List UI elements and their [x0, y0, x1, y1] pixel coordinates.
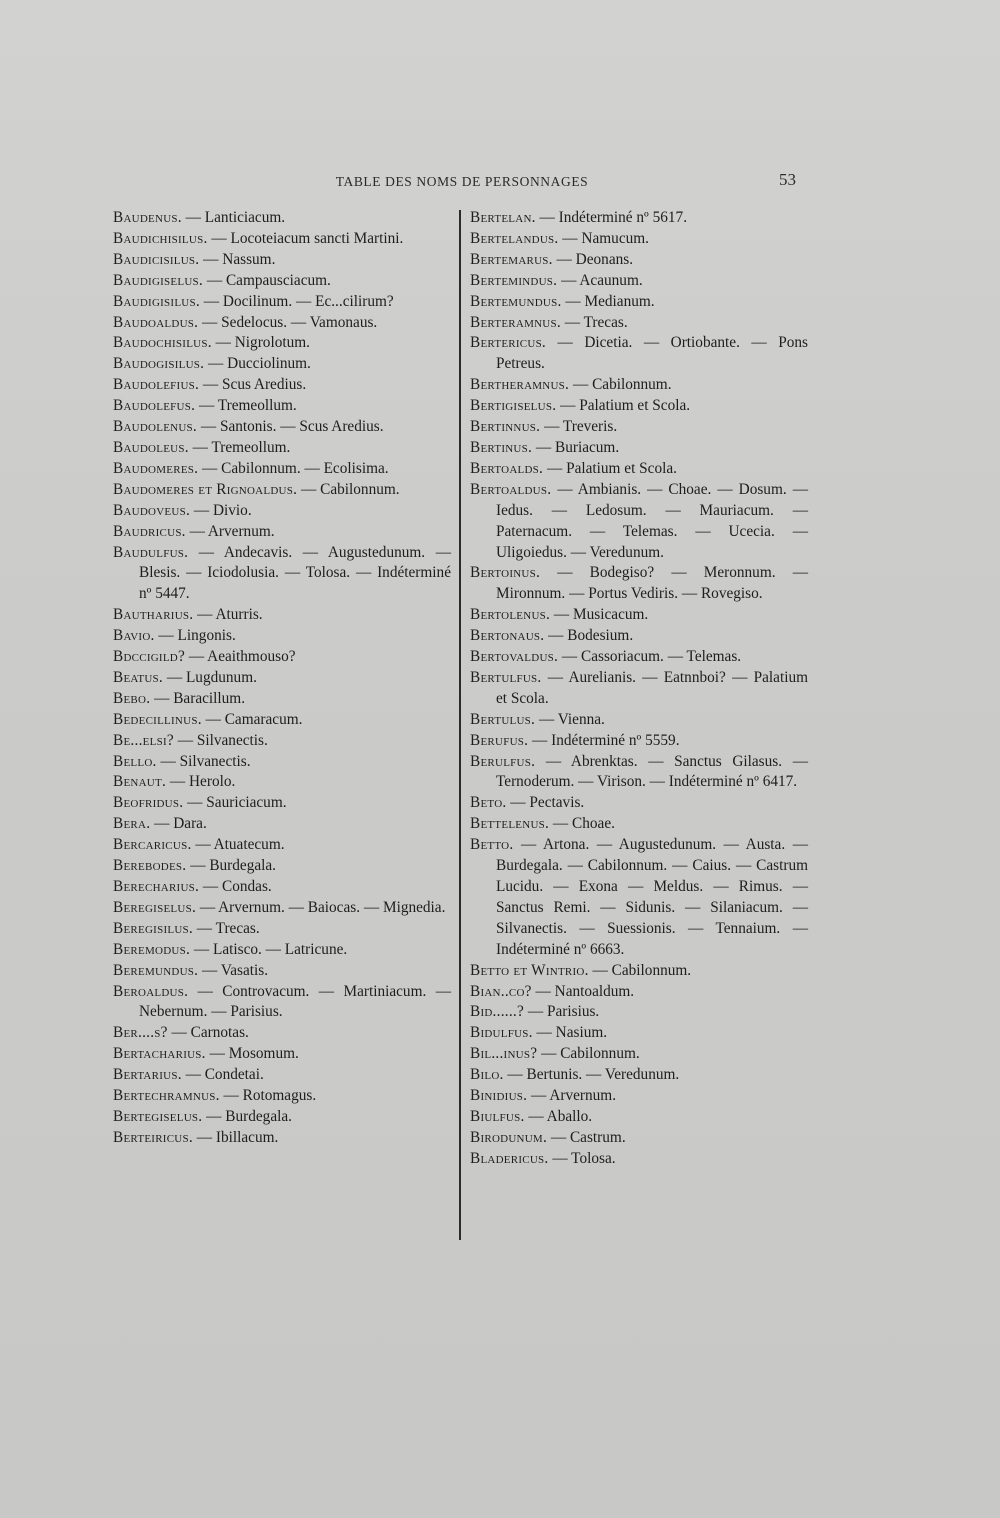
place-list: — Controvacum. — Martiniacum. — Nebernum. — Parisius.: [139, 982, 451, 1021]
index-entry: [470, 417, 808, 438]
place-list: — Aeaithmouso?: [185, 648, 296, 666]
person-name: Berteramnus.: [470, 313, 561, 331]
index-entry: [470, 710, 808, 731]
place-list: — Docilinum. — Ec...cilirum?: [199, 292, 394, 310]
place-list: — Ambianis. — Choae. — Dosum. — Iedus. — Ledosum. — Mauriacum. — Paternacum. — Telemas. — Ucecia. — Uligoiedus. — Veredunum.: [496, 480, 808, 561]
place-list: — Trecas.: [192, 919, 260, 937]
place-list: — Aturris.: [193, 606, 263, 624]
place-list: — Carnotas.: [167, 1024, 249, 1042]
running-header: TABLE DES NOMS DE PERSONNAGES: [335, 174, 589, 189]
index-entry: [470, 271, 808, 292]
person-name: Bidulfus.: [470, 1024, 533, 1042]
person-name: Bertarius.: [113, 1066, 182, 1084]
person-name: Baudolefus.: [113, 397, 196, 415]
person-name: Birodunum.: [470, 1128, 548, 1146]
place-list: — Cabilonnum. — Ecolisima.: [198, 459, 389, 477]
index-entry: [113, 961, 451, 982]
index-entry: [113, 543, 451, 606]
person-name: Baudomeres.: [113, 459, 199, 477]
right-column: [470, 208, 808, 1170]
person-name: Baudoleus.: [113, 438, 189, 456]
place-list: — Dicetia. — Ortiobante. — Pons Petreus.: [496, 334, 808, 373]
index-entry: [470, 229, 808, 250]
index-entry: [470, 1044, 808, 1065]
person-name: Betto.: [470, 836, 514, 854]
person-name: Beremodus.: [113, 940, 191, 958]
index-entry: [113, 501, 451, 522]
person-name: Baudomeres et Rignoaldus.: [113, 480, 298, 498]
place-list: — Choae.: [549, 815, 615, 833]
place-list: — Lanticiacum.: [181, 209, 286, 226]
column-divider: [459, 210, 461, 1240]
index-entry: [113, 480, 451, 501]
place-list: — Atuatecum.: [191, 836, 285, 854]
place-list: — Lugdunum.: [163, 668, 257, 686]
person-name: Baudoveus.: [113, 501, 191, 519]
place-list: — Trecas.: [560, 313, 628, 331]
index-entry: [470, 208, 808, 229]
place-list: — Tolosa.: [548, 1149, 616, 1167]
person-name: Bertelandus.: [470, 229, 559, 247]
index-entry: [470, 1002, 808, 1023]
page-number: 53: [779, 170, 796, 189]
person-name: Beremundus.: [113, 961, 199, 979]
place-list: — Condas.: [199, 878, 272, 895]
index-entry: [113, 375, 451, 396]
index-entry: [113, 1107, 451, 1128]
place-list: — Aurelianis. — Eatnnboi? — Palatium et Scola.: [496, 668, 808, 707]
person-name: Bertonaus.: [470, 627, 545, 645]
index-entry: [113, 689, 451, 710]
index-entry: [470, 626, 808, 647]
index-entry: [113, 898, 451, 919]
person-name: Beroaldus.: [113, 982, 189, 1000]
person-name: Bil...inus?: [470, 1045, 538, 1063]
index-entry: [113, 835, 451, 856]
index-entry: [470, 961, 808, 982]
index-entry: [470, 1128, 808, 1149]
person-name: Bertulus.: [470, 710, 536, 728]
person-name: Bertelan.: [470, 209, 536, 226]
person-name: Bertinnus.: [470, 418, 541, 436]
person-name: Bautharius.: [113, 606, 194, 624]
place-list: — Aballo.: [524, 1107, 593, 1125]
index-entry: [113, 647, 451, 668]
person-name: Berulfus.: [470, 752, 536, 770]
person-name: Betto et Wintrio.: [470, 961, 589, 979]
place-list: — Campausciacum.: [203, 271, 331, 289]
place-list: — Bertunis. — Veredunum.: [503, 1066, 680, 1084]
index-entry: [470, 814, 808, 835]
place-list: — Deonans.: [552, 250, 634, 268]
place-list: — Camaracum.: [201, 710, 303, 728]
person-name: Bertacharius.: [113, 1045, 206, 1063]
place-list: — Tremeollum.: [188, 438, 291, 456]
person-name: Bertoaldus.: [470, 480, 552, 498]
place-list: — Cabilonnum.: [537, 1045, 640, 1063]
place-list: — Arvernum.: [527, 1087, 617, 1105]
index-entry: [113, 250, 451, 271]
place-list: — Dara.: [150, 815, 207, 833]
place-list: — Burdegala.: [202, 1107, 292, 1125]
person-name: Bello.: [113, 752, 157, 770]
index-entry: [470, 731, 808, 752]
person-name: Baudigiselus.: [113, 271, 203, 289]
index-entry: [113, 626, 451, 647]
index-entry: [113, 940, 451, 961]
place-list: — Indéterminé nº 5617.: [535, 209, 688, 226]
person-name: Baudenus.: [113, 209, 182, 226]
place-list: — Latisco. — Latricune.: [190, 940, 348, 958]
place-list: — Bodesium.: [544, 627, 634, 645]
person-name: Benaut.: [113, 773, 167, 791]
person-name: Baudricus.: [113, 522, 186, 540]
place-list: — Silvanectis.: [156, 752, 251, 770]
place-list: — Nigrolotum.: [211, 334, 310, 352]
person-name: Baudicisilus.: [113, 250, 200, 268]
index-entry: [470, 480, 808, 564]
index-entry: [470, 982, 808, 1003]
place-list: — Acaunum.: [557, 271, 643, 289]
place-list: — Treveris.: [540, 418, 618, 436]
person-name: Baudolefius.: [113, 376, 200, 394]
place-list: — Herolo.: [166, 773, 236, 791]
person-name: Berufus.: [470, 731, 529, 749]
index-entry: [113, 1065, 451, 1086]
person-name: Bian..co?: [470, 982, 532, 1000]
place-list: — Cabilonnum.: [569, 376, 672, 394]
person-name: Beatus.: [113, 668, 164, 686]
index-entry: [113, 1128, 451, 1149]
person-name: Bertolenus.: [470, 606, 551, 624]
index-entry: [113, 333, 451, 354]
place-list: — Vienna.: [535, 710, 605, 728]
index-entry: [113, 919, 451, 940]
person-name: Beregiselus.: [113, 898, 197, 916]
person-name: Berteiricus.: [113, 1128, 193, 1146]
index-entry: [113, 814, 451, 835]
index-entry: [470, 333, 808, 375]
person-name: Ber....s?: [113, 1024, 168, 1042]
index-entry: [113, 856, 451, 877]
place-list: — Ducciolinum.: [204, 355, 311, 373]
person-name: Bertemundus.: [470, 292, 562, 310]
index-entry: [113, 710, 451, 731]
index-entry: [470, 1086, 808, 1107]
person-name: Bid......?: [470, 1003, 525, 1021]
place-list: — Scus Aredius.: [199, 376, 307, 394]
person-name: Beto.: [470, 794, 507, 812]
index-entry: [113, 1044, 451, 1065]
place-list: — Medianum.: [561, 292, 655, 310]
index-entry: [470, 752, 808, 794]
index-entry: [113, 229, 451, 250]
person-name: Baudogisilus.: [113, 355, 205, 373]
place-list: — Parisius.: [524, 1003, 600, 1021]
index-entry: [470, 250, 808, 271]
place-list: — Locoteiacum sancti Martini.: [207, 229, 404, 247]
place-list: — Artona. — Augustedunum. — Austa. — Burdegala. — Cabilonnum. — Caius. — Castrum Lucidu. — Exona — Meldus. — Rimus. — Sanctus Remi. — Sidunis. — Silaniacum. — Silvanectis. — Suessionis. — Tennaium. — Indéterminé nº 6663.: [496, 836, 808, 958]
index-entry: [470, 835, 808, 960]
place-list: — Pectavis.: [506, 794, 585, 812]
person-name: Bertinus.: [470, 438, 533, 456]
index-entry: [470, 313, 808, 334]
place-list: — Burdegala.: [186, 857, 277, 875]
person-name: Bilo.: [470, 1066, 504, 1084]
place-list: — Abrenktas. — Sanctus Gilasus. — Ternoderum. — Virison. — Indéterminé nº 6417.: [496, 752, 808, 791]
index-entry: [470, 1023, 808, 1044]
person-name: Baudigisilus.: [113, 292, 200, 310]
person-name: Bertechramnus.: [113, 1087, 220, 1105]
place-list: — Cabilonnum.: [297, 480, 400, 498]
place-list: — Ibillacum.: [192, 1128, 279, 1146]
index-entry: [113, 208, 451, 229]
place-list: — Castrum.: [547, 1128, 626, 1146]
person-name: Beregisilus.: [113, 919, 193, 937]
place-list: — Palatium et Scola.: [543, 459, 677, 477]
place-list: — Sauriciacum.: [183, 794, 287, 812]
place-list: — Nasium.: [532, 1024, 608, 1042]
person-name: Bertheramnus.: [470, 376, 570, 394]
index-entry: [113, 438, 451, 459]
person-name: Bertulfus.: [470, 668, 542, 686]
index-entry: [470, 459, 808, 480]
place-list: — Lingonis.: [154, 627, 236, 645]
index-entry: [470, 563, 808, 605]
left-column: [113, 208, 451, 1149]
person-name: Bercaricus.: [113, 836, 192, 854]
place-list: — Vasatis.: [198, 961, 269, 979]
place-list: — Mosomum.: [205, 1045, 299, 1063]
index-entry: [113, 292, 451, 313]
index-entry: [470, 396, 808, 417]
place-list: — Palatium et Scola.: [556, 397, 691, 415]
person-name: Beofridus.: [113, 794, 184, 812]
person-name: Binidius.: [470, 1087, 528, 1105]
index-entry: [113, 354, 451, 375]
place-list: — Rotomagus.: [219, 1087, 317, 1105]
index-entry: [470, 1065, 808, 1086]
index-entry: [470, 1107, 808, 1128]
index-entry: [113, 459, 451, 480]
place-list: — Arvernum. — Baiocas. — Mignedia.: [196, 898, 446, 916]
index-entry: [470, 438, 808, 459]
person-name: Baudichisilus.: [113, 229, 208, 247]
place-list: — Silvanectis.: [173, 731, 268, 749]
index-entry: [470, 375, 808, 396]
index-entry: [113, 1023, 451, 1044]
index-entry: [470, 292, 808, 313]
index-entry: [470, 668, 808, 710]
index-entry: [113, 1086, 451, 1107]
place-list: — Andecavis. — Augustedunum. — Blesis. — Iciodolusia. — Tolosa. — Indéterminé nº 5447.: [139, 543, 451, 603]
person-name: Biulfus.: [470, 1107, 525, 1125]
place-list: — Bodegiso? — Meronnum. — Mironnum. — Portus Vediris. — Rovegiso.: [496, 564, 808, 603]
index-entry: [470, 793, 808, 814]
person-name: Bertemarus.: [470, 250, 553, 268]
person-name: Bebo.: [113, 689, 151, 707]
place-list: — Santonis. — Scus Aredius.: [197, 418, 384, 436]
index-entry: [113, 396, 451, 417]
place-list: — Arvernum.: [185, 522, 275, 540]
place-list: — Indéterminé nº 5559.: [528, 731, 680, 749]
index-entry: [113, 731, 451, 752]
index-entry: [470, 605, 808, 626]
index-entry: [113, 752, 451, 773]
place-list: — Namucum.: [558, 229, 649, 247]
person-name: Bavio.: [113, 627, 155, 645]
place-list: — Musicacum.: [550, 606, 649, 624]
person-name: Berecharius.: [113, 878, 200, 895]
index-entry: [113, 522, 451, 543]
place-list: — Buriacum.: [532, 438, 620, 456]
index-entry: [113, 877, 451, 898]
person-name: Bladericus.: [470, 1149, 549, 1167]
index-entry: [113, 271, 451, 292]
index-entry: [113, 982, 451, 1024]
person-name: Baudochisilus.: [113, 334, 212, 352]
person-name: Bertemindus.: [470, 271, 558, 289]
place-list: — Nassum.: [199, 250, 276, 268]
place-list: — Cabilonnum.: [588, 961, 692, 979]
person-name: Bertericus.: [470, 334, 547, 352]
index-entry: [113, 793, 451, 814]
person-name: Berebodes.: [113, 857, 187, 875]
index-entry: [113, 313, 451, 334]
index-entry: [113, 772, 451, 793]
index-entry: [470, 647, 808, 668]
index-entry: [113, 417, 451, 438]
person-name: Bertegiselus.: [113, 1107, 203, 1125]
place-list: — Baracillum.: [150, 689, 246, 707]
person-name: Bertoinus.: [470, 564, 541, 582]
index-entry: [113, 605, 451, 626]
place-list: — Sedelocus. — Vamonaus.: [198, 313, 378, 331]
place-list: — Divio.: [190, 501, 252, 519]
person-name: Baudolenus.: [113, 418, 197, 436]
person-name: Bertoalds.: [470, 459, 544, 477]
index-entry: [470, 1149, 808, 1170]
person-name: Baudulfus.: [113, 543, 189, 561]
place-list: — Tremeollum.: [195, 397, 297, 415]
person-name: Bedecillinus.: [113, 710, 202, 728]
person-name: Bertigiselus.: [470, 397, 557, 415]
place-list: — Condetai.: [181, 1066, 264, 1084]
person-name: Bdccigild?: [113, 648, 186, 666]
index-entry: [113, 668, 451, 689]
place-list: — Nantoaldum.: [531, 982, 635, 1000]
person-name: Bettelenus.: [470, 815, 550, 833]
person-name: Baudoaldus.: [113, 313, 199, 331]
place-list: — Cassoriacum. — Telemas.: [558, 648, 742, 666]
person-name: Be...elsi?: [113, 731, 174, 749]
person-name: Bertovaldus.: [470, 648, 559, 666]
person-name: Bera.: [113, 815, 151, 833]
